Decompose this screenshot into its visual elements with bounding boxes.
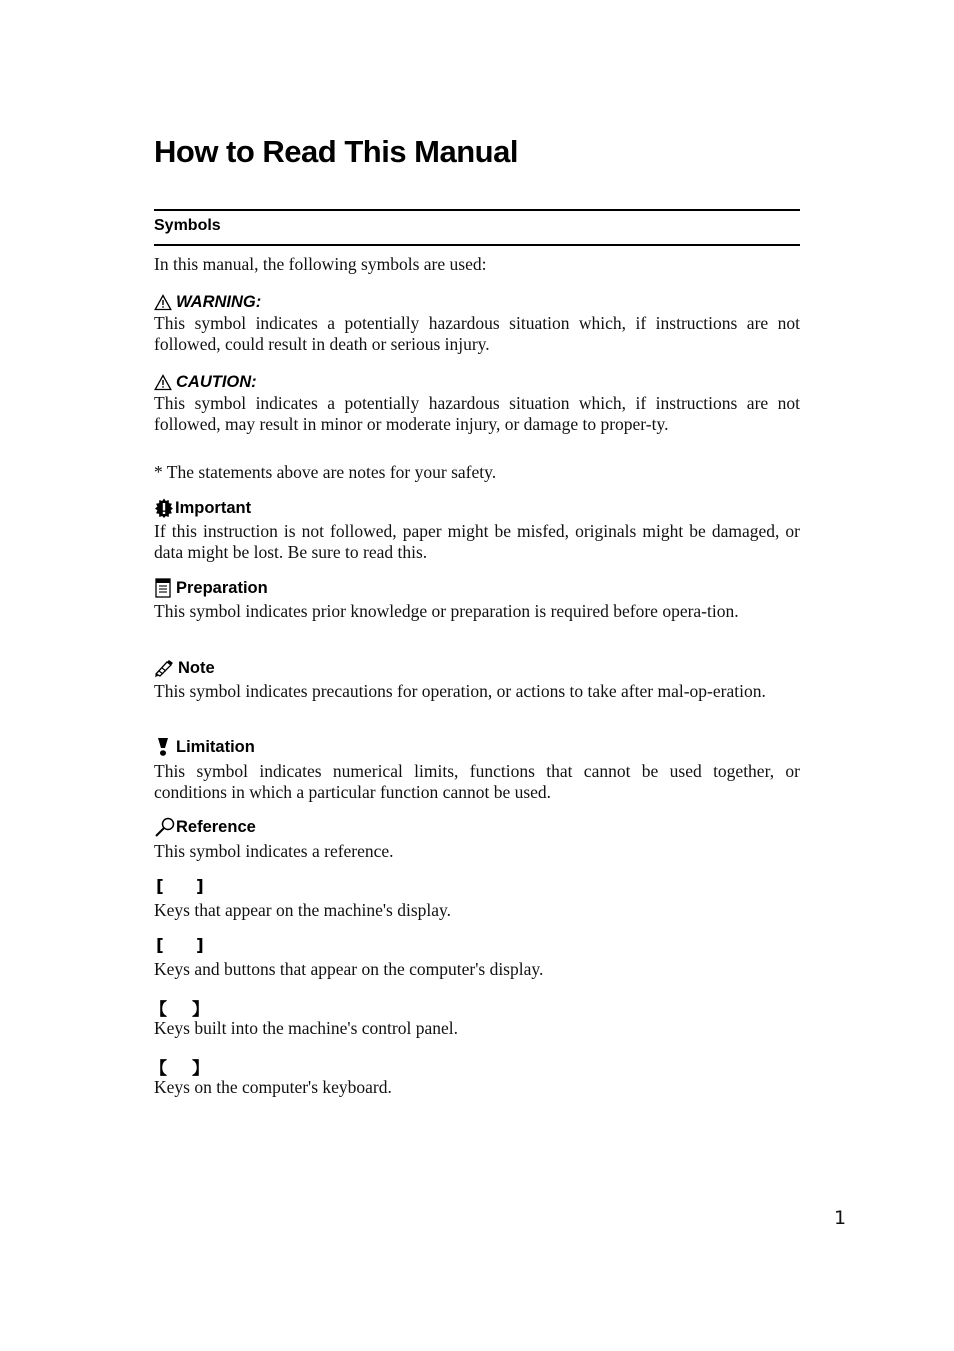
note-text: This symbol indicates precautions for operation, or actions to take after mal-op-eration. bbox=[154, 681, 766, 701]
page-number: 1 bbox=[834, 1207, 847, 1229]
computer-display-key-text: Keys and buttons that appear on the computer's display. bbox=[154, 959, 544, 979]
control-panel-key-text: Keys built into the machine's control panel. bbox=[154, 1018, 458, 1038]
warning-heading bbox=[154, 291, 261, 313]
computer-display-key-brackets bbox=[154, 936, 214, 958]
section-heading-bar bbox=[154, 209, 800, 246]
note-heading bbox=[154, 657, 215, 679]
preparation-label: Preparation bbox=[176, 578, 268, 597]
safety-note: * The statements above are notes for your safety. bbox=[154, 462, 497, 482]
important-heading bbox=[154, 497, 251, 519]
important-text: If this instruction is not followed, paper might be misfed, originals might be damaged, or data might be lost. Be sure to read this. bbox=[154, 521, 800, 562]
bracket-close: 】 bbox=[192, 1000, 209, 1020]
warning-text: This symbol indicates a potentially hazardous situation which, if instructions are not followed, could result in death or serious injury. bbox=[154, 313, 800, 354]
important-icon bbox=[154, 498, 174, 518]
bracket-close: 】 bbox=[192, 1059, 209, 1079]
control-panel-key-brackets bbox=[150, 995, 214, 1020]
note-label: Note bbox=[178, 658, 215, 677]
bracket-open: 【 bbox=[150, 1000, 167, 1020]
limitation-label: Limitation bbox=[176, 737, 255, 756]
warning-triangle-icon bbox=[154, 294, 172, 311]
caution-label: CAUTION: bbox=[176, 372, 257, 391]
display-key-text: Keys that appear on the machine's display. bbox=[154, 900, 451, 920]
bracket-open: 【 bbox=[150, 1059, 167, 1079]
page-title: How to Read This Manual bbox=[154, 134, 518, 169]
keyboard-key-text: Keys on the computer's keyboard. bbox=[154, 1077, 392, 1097]
magnifier-icon bbox=[154, 817, 176, 837]
preparation-text: This symbol indicates prior knowledge or preparation is required before opera-tion. bbox=[154, 601, 739, 621]
bracket-close: ] bbox=[196, 936, 204, 956]
pencil-icon bbox=[154, 659, 174, 677]
display-key-brackets bbox=[154, 877, 214, 899]
preparation-icon bbox=[154, 578, 172, 598]
preparation-heading bbox=[154, 577, 268, 599]
bracket-close: ] bbox=[196, 877, 204, 897]
limitation-text: This symbol indicates numerical limits, functions that cannot be used together, or conditions in which a particular function cannot be used. bbox=[154, 761, 800, 802]
caution-triangle-icon bbox=[154, 374, 172, 391]
important-label: Important bbox=[175, 498, 252, 517]
bracket-open: [ bbox=[156, 877, 164, 897]
limitation-icon bbox=[154, 737, 172, 757]
reference-text: This symbol indicates a reference. bbox=[154, 841, 394, 861]
keyboard-key-brackets bbox=[150, 1054, 214, 1079]
section-heading: Symbols bbox=[154, 217, 221, 234]
warning-label: WARNING: bbox=[176, 292, 262, 311]
bracket-open: [ bbox=[156, 936, 164, 956]
caution-heading bbox=[154, 371, 257, 393]
reference-label: Reference bbox=[176, 817, 256, 836]
limitation-heading bbox=[154, 736, 255, 758]
reference-heading bbox=[154, 816, 256, 838]
caution-text: This symbol indicates a potentially hazardous situation which, if instructions are not followed, may result in minor or moderate injury, or damage to proper-ty. bbox=[154, 393, 800, 434]
intro-text: In this manual, the following symbols are used: bbox=[154, 254, 487, 274]
